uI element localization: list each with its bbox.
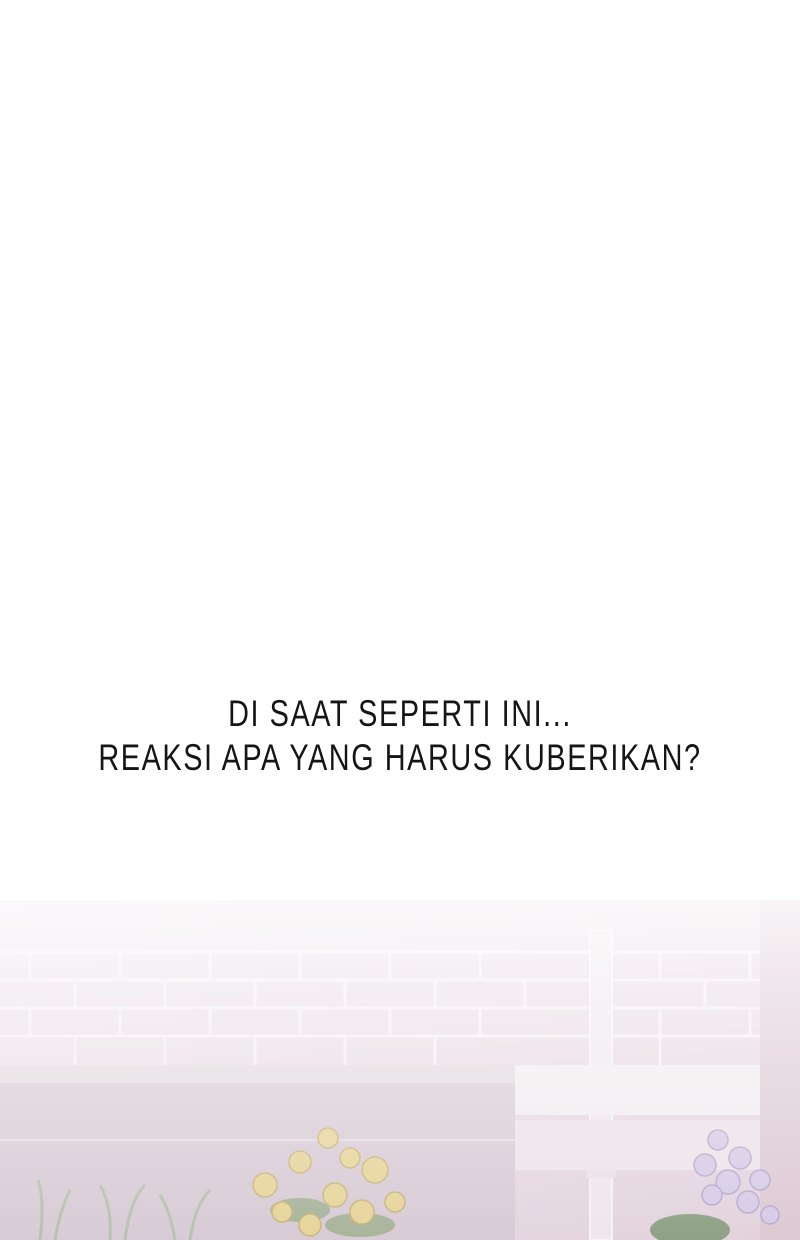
- caption-line-1: DI SAAT SEPERTI INI...: [228, 693, 572, 734]
- narration-caption: [88, 692, 712, 780]
- brick-wall-garden-scene: [0, 840, 800, 1240]
- caption-line-2: REAKSI APA YANG HARUS KUBERIKAN?: [98, 737, 702, 778]
- white-fade-overlay: [0, 840, 800, 1240]
